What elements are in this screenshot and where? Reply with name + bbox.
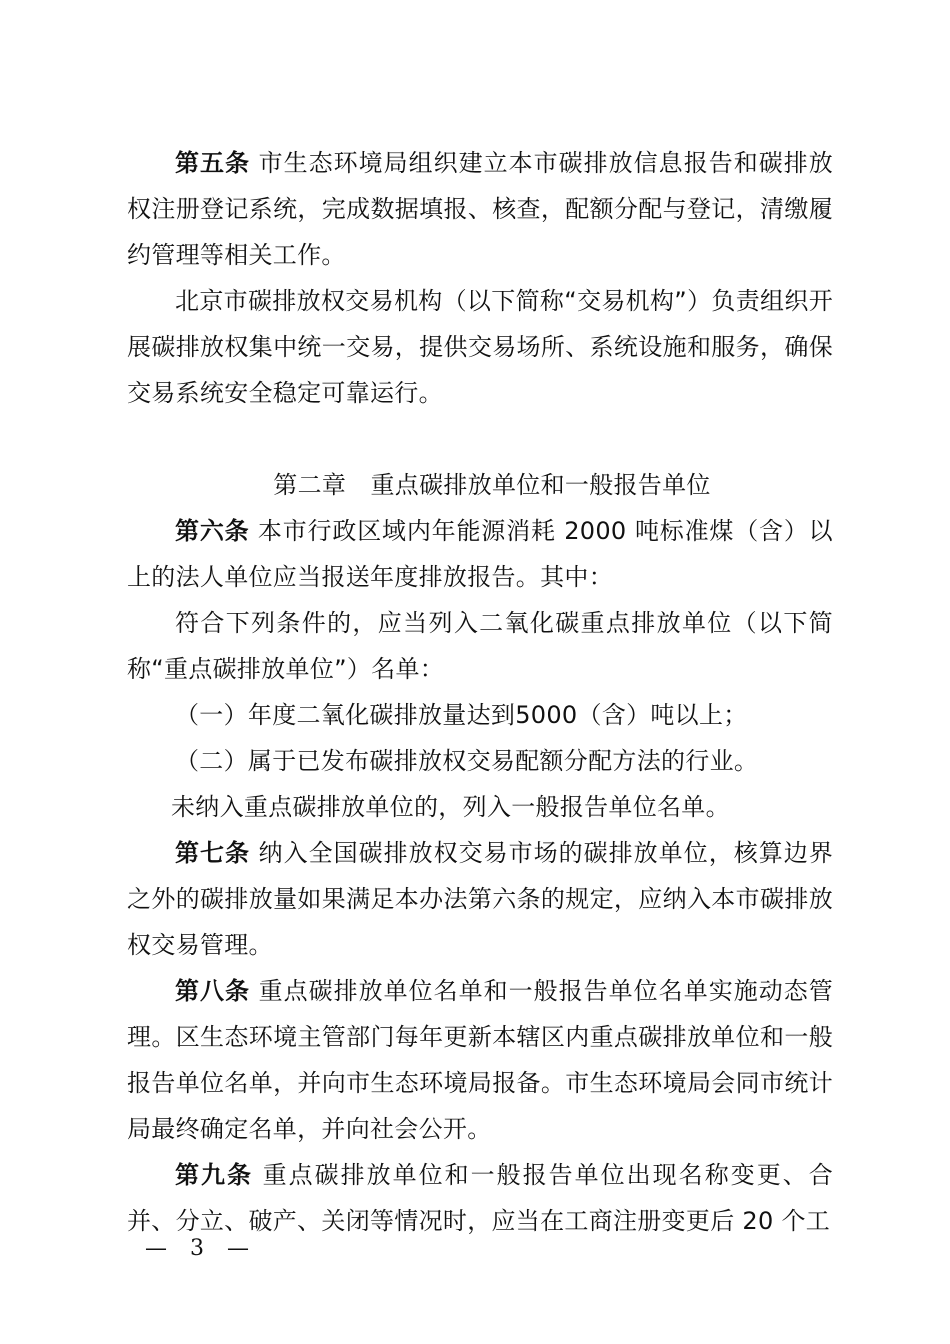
article-9-title: 第九条 xyxy=(175,1161,254,1189)
article-8-body: 重点碳排放单位名单和一般报告单位名单实施动态管理。区生态环境主管部门每年更新本辖区内重点碳排放单位和一般报告单位名单，并向市生态环境局报备。市生态环境局会同市统计局最终确定名单，并向社会公开。 xyxy=(127,977,834,1143)
chapter-heading: 第二章 重点碳排放单位和一般报告单位 xyxy=(273,471,711,499)
article-6-title: 第六条 xyxy=(175,517,250,545)
article-8 xyxy=(127,968,833,1152)
article-6 xyxy=(127,508,833,600)
article-6-paragraph-3: 未纳入重点碳排放单位的，列入一般报告单位名单。 xyxy=(171,793,730,821)
article-7 xyxy=(127,830,833,968)
article-9-body: 重点碳排放单位和一般报告单位出现名称变更、合并、分立、破产、关闭等情况时，应当在工商注册变更后 20 个工 xyxy=(127,1161,833,1235)
article-5 xyxy=(127,140,833,278)
document-body xyxy=(127,140,833,1244)
article-5-paragraph-2: 北京市碳排放权交易机构（以下简称“交易机构”）负责组织开展碳排放权集中统一交易，提供交易场所、系统设施和服务，确保交易系统安全稳定可靠运行。 xyxy=(127,287,833,407)
article-6-paragraph-2: 符合下列条件的，应当列入二氧化碳重点排放单位（以下简称“重点碳排放单位”）名单： xyxy=(127,609,833,683)
article-8-title: 第八条 xyxy=(175,977,251,1005)
article-6-body: 本市行政区域内年能源消耗 2000 吨标准煤（含）以上的法人单位应当报送年度排放报告。其中： xyxy=(127,517,833,591)
article-6-item-2: （二）属于已发布碳排放权交易配额分配方法的行业。 xyxy=(175,747,759,775)
article-6-item-1: （一）年度二氧化碳排放量达到5000（含）吨以上； xyxy=(175,701,748,729)
article-5-body: 市生态环境局组织建立本市碳排放信息报告和碳排放权注册登记系统，完成数据填报、核查，配额分配与登记，清缴履约管理等相关工作。 xyxy=(127,149,834,269)
article-7-title: 第七条 xyxy=(175,839,251,867)
article-9 xyxy=(127,1152,833,1244)
page-number: — 3 — xyxy=(145,1236,257,1261)
article-5-title: 第五条 xyxy=(175,149,251,177)
article-7-body: 纳入全国碳排放权交易市场的碳排放单位，核算边界之外的碳排放量如果满足本办法第六条的规定，应纳入本市碳排放权交易管理。 xyxy=(127,839,834,959)
